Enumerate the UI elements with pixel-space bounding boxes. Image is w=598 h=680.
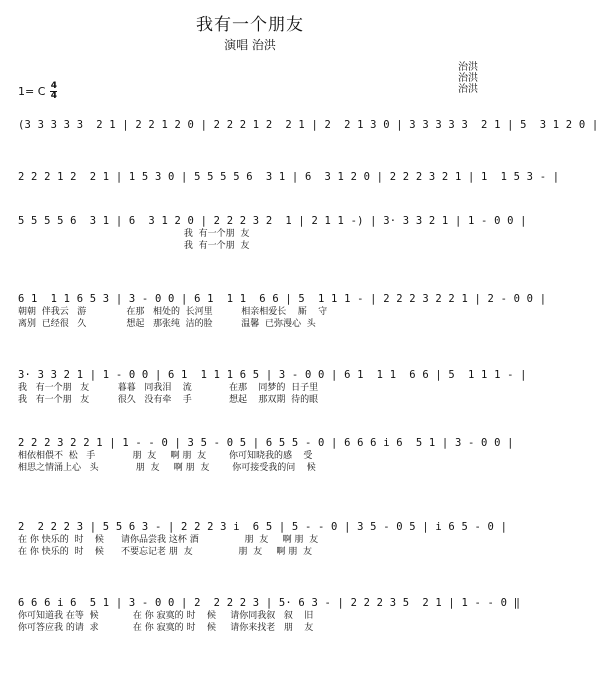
score-system [18,368,527,406]
lyric-line [18,184,482,196]
score-system [18,520,508,558]
credit-line: 治洪 [458,62,478,73]
time-top: 4 [50,81,58,91]
note-line: 2 2 2 2 3 | 5 5 6 3 - | 2 2 2 3 i 6 5 | 5 - - 0 | 3 5 - 0 5 | i 6 5 - 0 | [18,521,508,533]
lyric-line: 离别 已经很 久 想起 那张纯 洁的脸 温馨 已弥漫心 头 [18,319,316,329]
lyric-line: 我 有一个朋 友 [18,229,250,239]
note-line: 6 1 1 1 6 5 3 | 3 - 0 0 | 6 1 1 1 6 6 | 5 1 1 1 - | 2 2 2 3 2 2 1 | 2 - 0 0 | [18,293,547,305]
lyric-line: 你可答应我 的请 求 在 你 寂寞的 时 候 请你来找老 朋 友 [18,623,314,633]
time-signature [50,82,57,101]
lyric-line: 在 你 快乐的 时 候 不要忘记老 朋 友 朋 友 啊 朋 友 [18,547,313,557]
note-line: 6 6 6 i 6 5 1 | 3 - 0 0 | 2 2 2 2 3 | 5· 6 3 - | 2 2 2 3 5 2 1 | 1 - - 0 ‖ [18,597,521,609]
song-title: 我有一个朋友 [196,15,304,35]
lyric-line: 相思之情涌上心 头 朋 友 啊 朋 友 你可接受我的问 候 [18,463,316,473]
lyric-line [18,196,482,208]
lyric-line: 我 有一个朋 友 暮暮 同我泪 流 在那 同梦的 日子里 [18,383,319,393]
lyric-line: 你可知道我 在等 候 在 你 寂寞的 时 候 请你同我叙 叙 旧 [18,611,314,621]
note-line: 3· 3 3 2 1 | 1 - 0 0 | 6 1 1 1 1 6 5 | 3 - 0 0 | 6 1 1 1 6 6 | 5 1 1 1 - | [18,369,527,381]
note-line: (3 3 3 3 3 2 1 | 2 2 1 2 0 | 2 2 2 1 2 2 1 | 2 2 1 3 0 | 3 3 3 3 3 2 1 | 5 3 1 2 0 | [18,119,598,131]
score-system [18,118,598,156]
lyric-line: 在 你 快乐的 时 候 请你品尝我 这杯 酒 朋 友 啊 朋 友 [18,535,319,545]
lyric-line [18,144,482,156]
credit-line: 治洪 [458,73,478,84]
score-system [18,292,547,330]
lyric-line: 我 有一个朋 友 [18,241,250,251]
lyric-line: 朝朝 伴我云 游 在那 相处的 长河里 相亲相爱长 厮 守 [18,307,328,317]
lyric-line [18,132,482,144]
score-system [18,170,560,208]
lyric-line: 我 有一个朋 友 很久 没有牵 手 想起 那双期 待的眼 [18,395,319,405]
key-signature [18,82,57,101]
time-bottom: 4 [50,91,58,101]
score-system [18,214,527,252]
note-line: 5 5 5 5 6 3 1 | 6 3 1 2 0 | 2 2 2 3 2 1 | 2 1 1 -) | 3· 3 3 2 1 | 1 - 0 0 | [18,215,527,227]
song-subtitle: 演唱 治洪 [224,38,276,52]
score-system [18,596,521,634]
credit-line: 治洪 [458,84,478,95]
score-system [18,436,514,474]
lyric-line: 相依相偎不 松 手 朋 友 啊 朋 友 你可知晓我的感 受 [18,451,313,461]
key-label: 1= C [18,85,46,98]
note-line: 2 2 2 1 2 2 1 | 1 5 3 0 | 5 5 5 5 6 3 1 | 6 3 1 2 0 | 2 2 2 3 2 1 | 1 1 5 3 - | [18,171,560,183]
note-line: 2 2 2 3 2 2 1 | 1 - - 0 | 3 5 - 0 5 | 6 5 5 - 0 | 6 6 6 i 6 5 1 | 3 - 0 0 | [18,437,514,449]
credits-block [458,62,478,95]
